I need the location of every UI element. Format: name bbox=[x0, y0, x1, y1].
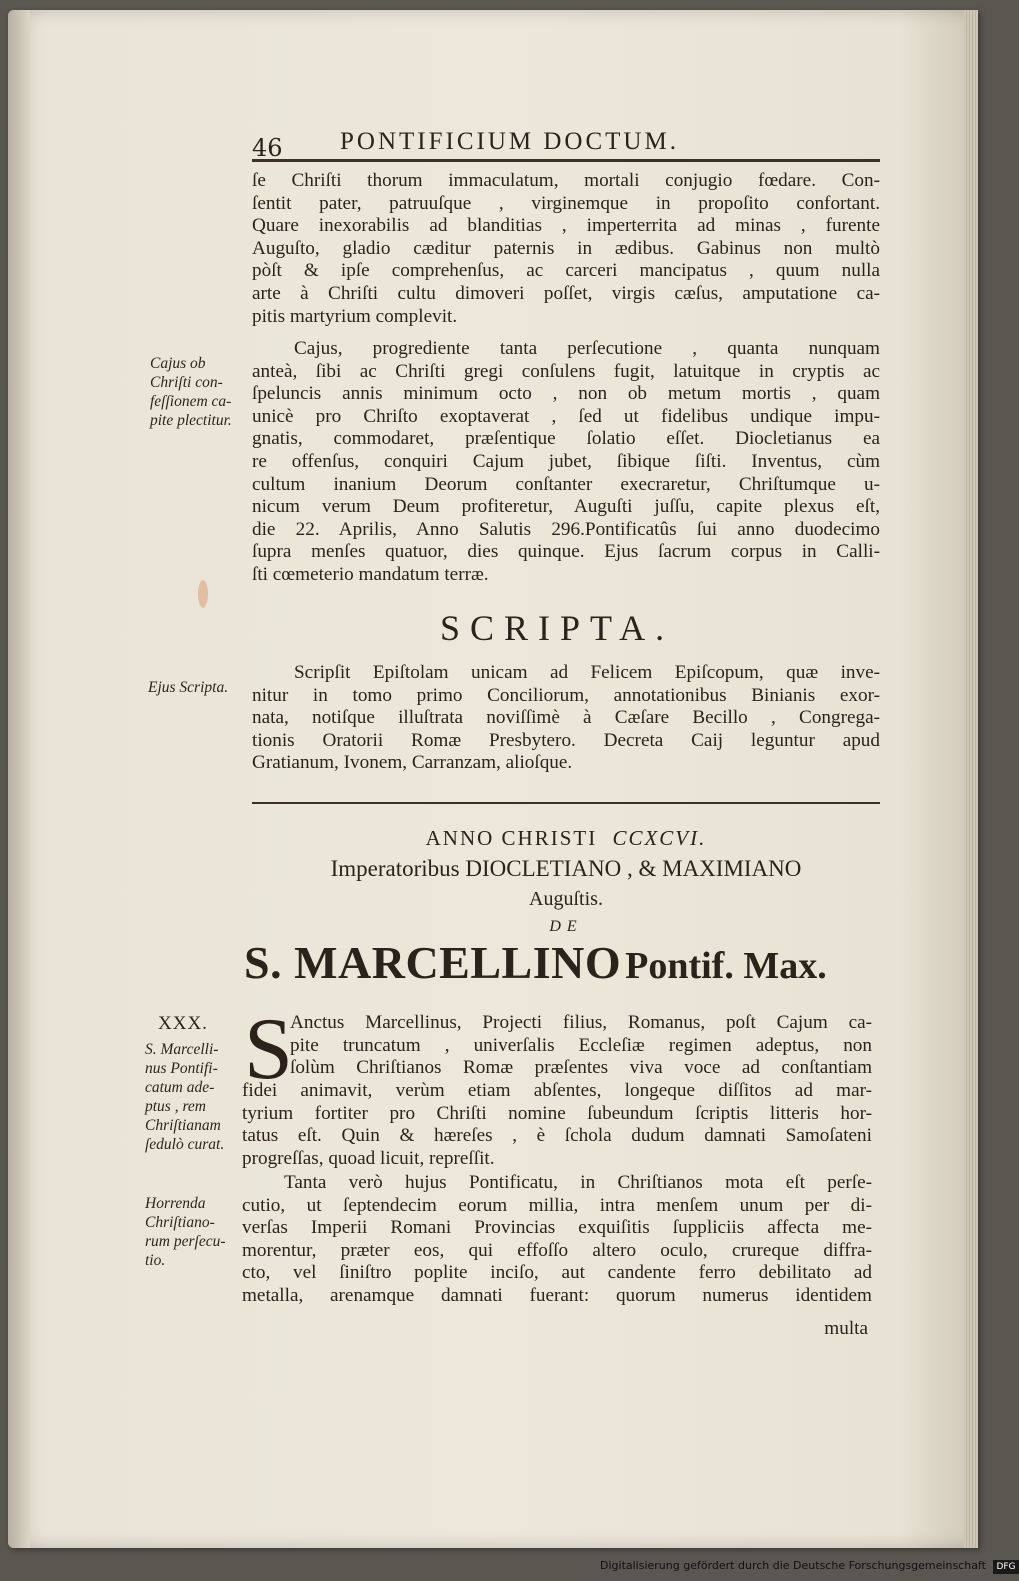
text-line: Cajus, progrediente tanta perſecutione , quanta nunquam bbox=[294, 338, 880, 359]
paper-stain bbox=[198, 580, 208, 608]
margin-note-line: Ejus Scripta. bbox=[148, 679, 229, 696]
text-line: anteà, ſibi ac Chriſti gregi conſulens fugit, latuitque in cryptis ac bbox=[252, 360, 880, 382]
text-line: ſti cœmeterio mandatum terræ. bbox=[252, 563, 489, 585]
text-line: gnatis, commodaret, præſentique ſolatio eſſet. Diocletianus ea bbox=[252, 428, 880, 450]
margin-note-line: tio. bbox=[145, 1252, 166, 1269]
continuation-paragraph bbox=[252, 170, 880, 328]
marcellinus-paragraph bbox=[242, 1080, 872, 1170]
text-line: nata, notiſque illuſtrata noviſſimè à Cæſare Becillo , Congrega- bbox=[252, 707, 880, 729]
de-line: DE bbox=[549, 918, 583, 935]
text-line: Auguſto, gladio cæditur paternis in ædibus. Gabinus non multò bbox=[252, 237, 880, 259]
emperors-line: Imperatoribus DIOCLETIANO , & MAXIMIANO bbox=[330, 856, 802, 881]
section-number: XXX. bbox=[158, 1013, 208, 1034]
drop-cap: S bbox=[244, 1001, 293, 1098]
text-line: unicè pro Chriſto exoptaverat , ſed ut fidelibus undique impu- bbox=[252, 405, 880, 427]
margin-note-line: S. Marcelli- bbox=[145, 1041, 219, 1058]
text-line: nicum verum Deum profiteretur, Auguſti juſſu, capite plexus eſt, bbox=[252, 496, 880, 518]
margin-note-line: Chriſti con- bbox=[150, 374, 223, 391]
year-label: ANNO CHRISTI bbox=[425, 826, 598, 850]
margin-note-line: Cajus ob bbox=[150, 355, 206, 372]
text-line: Quare inexorabilis ad blanditias , imperterrita ad minas , furente bbox=[252, 215, 880, 237]
year-heading bbox=[252, 826, 880, 851]
text-line: tionis Oratorii Romæ Presbytero. Decreta Caij leguntur apud bbox=[252, 729, 880, 751]
text-line: verſas Imperii Romani Provincias exquiſitis ſuppliciis affecta me- bbox=[242, 1217, 872, 1239]
text-line: Gratianum, Ivonem, Carranzam, alioſque. bbox=[252, 752, 573, 774]
text-line: re offenſus, conquiri Cajum jubet, ſibique ſiſti. Inventus, cùm bbox=[252, 450, 880, 472]
running-head: PONTIFICIUM DOCTUM. bbox=[340, 128, 679, 155]
text-line: arte à Chriſti cultu dimoveri poſſet, virgis cæſus, amputatione ca- bbox=[252, 282, 880, 304]
margin-note-line: Horrenda bbox=[145, 1195, 206, 1212]
page-edge bbox=[964, 10, 978, 1548]
text-line: tyrium fortiter pro Chriſti nomine ſubeundum ſcriptis litteris hor- bbox=[242, 1102, 872, 1124]
main-title bbox=[244, 936, 884, 989]
text-line: metalla, arenamque damnati fuerant: quorum numerus identidem bbox=[242, 1284, 872, 1306]
text-line: nitur in tomo primo Conciliorum, annotationibus Binianis exor- bbox=[252, 684, 880, 706]
text-line: ſe Chriſti thorum immaculatum, mortali conjugio fœdare. Con- bbox=[252, 170, 880, 191]
margin-note-line: pite plectitur. bbox=[150, 412, 232, 429]
text-line: ſolùm Chriſtianos Romæ præſentes viva voce ad conſtantiam bbox=[290, 1057, 872, 1079]
margin-note-line: Chriſtiano- bbox=[145, 1214, 215, 1231]
text-line: ſentit pater, patruuſque , virginemque in propoſito confortant. bbox=[252, 192, 880, 214]
text-line: cutio, ut ſeptendecim eorum millia, intra menſem unum per di- bbox=[242, 1194, 872, 1216]
section-title-scripta: SCRIPTA. bbox=[440, 608, 675, 648]
scripta-paragraph bbox=[252, 662, 880, 775]
text-line: cultum inanium Deorum conſtanter execraretur, Chriſtumque u- bbox=[252, 473, 880, 495]
augustis-line: Auguſtis. bbox=[529, 888, 603, 910]
text-line: pitis martyrium complevit. bbox=[252, 305, 458, 327]
text-line: cto, vel ſiniſtro poplite inciſo, aut candente ferro debilitato ad bbox=[242, 1262, 872, 1284]
title-pontif: Pontif. Max. bbox=[625, 945, 827, 987]
margin-note-persecution bbox=[145, 1194, 226, 1270]
margin-note-line: ptus , rem bbox=[145, 1098, 206, 1115]
margin-note-cajus bbox=[150, 354, 232, 430]
margin-note-line: ſedulò curat. bbox=[145, 1136, 225, 1153]
text-line: Scripſit Epiſtolam unicam ad Felicem Epiſcopum, quæ inve- bbox=[294, 662, 880, 683]
catchword: multa bbox=[824, 1318, 868, 1339]
book-spine-shadow bbox=[8, 10, 30, 1548]
header-rule bbox=[252, 159, 880, 162]
text-line: Anctus Marcellinus, Projecti filius, Romanus, poſt Cajum ca- bbox=[290, 1012, 872, 1033]
margin-note-scripta bbox=[148, 678, 228, 697]
text-line: tatus eſt. Quin & hæreſes , è ſchola dudum damnati Samoſateni bbox=[242, 1125, 872, 1147]
cajus-paragraph bbox=[252, 338, 880, 587]
text-line: progreſſas, quoad licuit, repreſſit. bbox=[242, 1147, 495, 1169]
margin-note-marcellinus bbox=[145, 1040, 224, 1154]
text-line: ſpeluncis annis minimum octo , non ob metum mortis , quam bbox=[252, 383, 880, 405]
page-number: 46 bbox=[252, 134, 283, 162]
persecution-paragraph bbox=[242, 1172, 872, 1308]
digitization-footer bbox=[600, 1556, 1016, 1576]
margin-note-line: Chriſtianam bbox=[145, 1117, 221, 1134]
margin-note-line: feſſionem ca- bbox=[150, 393, 232, 410]
section-rule bbox=[252, 802, 880, 804]
text-line: pite truncatum , univerſalis Eccleſiæ regimen adeptus, non bbox=[290, 1034, 872, 1056]
year-numeral: CCXCVI. bbox=[612, 826, 707, 850]
text-line: morentur, præter eos, qui effoſſo altero oculo, crureque diffra- bbox=[242, 1239, 872, 1261]
text-line: Tanta verò hujus Pontificatu, in Chriſtianos mota eſt perſe- bbox=[284, 1172, 872, 1193]
dfg-logo: DFG bbox=[993, 1560, 1018, 1574]
text-line: pòſt & ipſe comprehenſus, ac carceri mancipatus , quum nulla bbox=[252, 260, 880, 282]
title-saint: S. MARCELLINO bbox=[244, 937, 622, 988]
footer-text: Digitalisierung gefördert durch die Deutsche Forschungsgemeinschaft bbox=[600, 1559, 986, 1572]
margin-note-line: catum ade- bbox=[145, 1079, 215, 1096]
margin-note-line: nus Pontifi- bbox=[145, 1060, 218, 1077]
text-line: fidei animavit, verùm etiam abſentes, longeque diſſitos ad mar- bbox=[242, 1080, 872, 1101]
text-line: ſupra menſes quatuor, dies quinque. Ejus ſacrum corpus in Calli- bbox=[252, 541, 880, 563]
text-line: die 22. Aprilis, Anno Salutis 296.Pontificatûs ſui anno duodecimo bbox=[252, 518, 880, 540]
margin-note-line: rum perſecu- bbox=[145, 1233, 226, 1250]
marcellinus-dropcap-lines bbox=[290, 1012, 872, 1080]
